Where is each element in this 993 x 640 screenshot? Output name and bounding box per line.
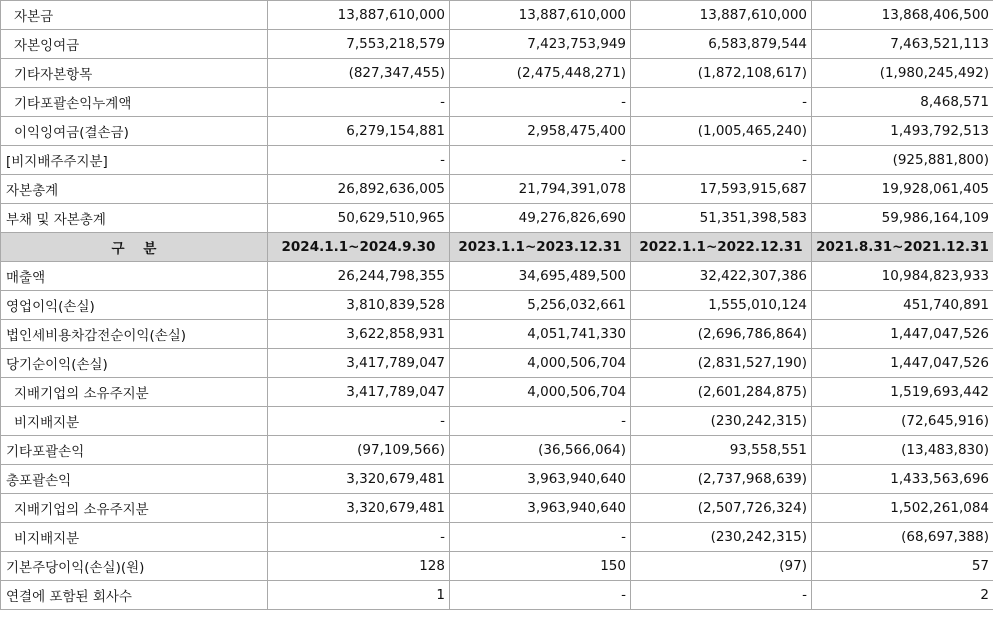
table-cell-value: 19,928,061,405 — [812, 175, 993, 204]
table-cell-value: 6,279,154,881 — [268, 117, 450, 146]
table-cell-value: (72,645,916) — [812, 407, 993, 436]
table-cell-value: (1,980,245,492) — [812, 59, 993, 88]
column-header-category: 구 분 — [1, 233, 268, 262]
row-label: 비지배지분 — [1, 407, 268, 436]
table-cell-value: 51,351,398,583 — [631, 204, 812, 233]
table-cell-value: 6,583,879,544 — [631, 30, 812, 59]
table-row — [1, 30, 993, 59]
table-row — [1, 320, 993, 349]
table-row — [1, 204, 993, 233]
table-row — [1, 552, 993, 581]
row-label: 총포괄손익 — [1, 465, 268, 494]
row-label: 비지배지분 — [1, 523, 268, 552]
table-cell-value: (2,601,284,875) — [631, 378, 812, 407]
table-cell-value: 32,422,307,386 — [631, 262, 812, 291]
table-cell-value: - — [631, 88, 812, 117]
table-cell-value: 3,320,679,481 — [268, 465, 450, 494]
table-cell-value: (1,872,108,617) — [631, 59, 812, 88]
table-cell-value: 4,000,506,704 — [450, 349, 631, 378]
table-cell-value: 26,244,798,355 — [268, 262, 450, 291]
table-cell-value: - — [268, 146, 450, 175]
table-cell-value: 3,417,789,047 — [268, 349, 450, 378]
table-cell-value: 3,320,679,481 — [268, 494, 450, 523]
table-cell-value: 4,000,506,704 — [450, 378, 631, 407]
row-label: 매출액 — [1, 262, 268, 291]
table-cell-value: 34,695,489,500 — [450, 262, 631, 291]
row-label: 지배기업의 소유주지분 — [1, 378, 268, 407]
table-row — [1, 1, 993, 30]
table-cell-value: (827,347,455) — [268, 59, 450, 88]
table-cell-value: 3,417,789,047 — [268, 378, 450, 407]
table-cell-value: 59,986,164,109 — [812, 204, 993, 233]
table-cell-value: 3,963,940,640 — [450, 494, 631, 523]
table-cell-value: (2,831,527,190) — [631, 349, 812, 378]
table-cell-value: 1 — [268, 581, 450, 610]
table-cell-value: 1,447,047,526 — [812, 320, 993, 349]
row-label: 기타포괄손익누계액 — [1, 88, 268, 117]
table-row — [1, 291, 993, 320]
table-cell-value: 3,622,858,931 — [268, 320, 450, 349]
table-cell-value: 93,558,551 — [631, 436, 812, 465]
row-label: 영업이익(손실) — [1, 291, 268, 320]
table-row — [1, 523, 993, 552]
row-label: [비지배주주지분] — [1, 146, 268, 175]
table-cell-value: - — [450, 88, 631, 117]
financial-summary-body — [1, 1, 993, 610]
table-cell-value: 1,555,010,124 — [631, 291, 812, 320]
table-cell-value: 5,256,032,661 — [450, 291, 631, 320]
column-header-row — [1, 233, 993, 262]
table-row — [1, 117, 993, 146]
table-row — [1, 494, 993, 523]
table-cell-value: (68,697,388) — [812, 523, 993, 552]
table-cell-value: 128 — [268, 552, 450, 581]
column-header-period: 2024.1.1~2024.9.30 — [268, 233, 450, 262]
table-cell-value: 150 — [450, 552, 631, 581]
row-label: 자본총계 — [1, 175, 268, 204]
column-header-period: 2021.8.31~2021.12.31 — [812, 233, 993, 262]
table-cell-value: (2,475,448,271) — [450, 59, 631, 88]
row-label: 자본금 — [1, 1, 268, 30]
row-label: 기타포괄손익 — [1, 436, 268, 465]
table-cell-value: 7,553,218,579 — [268, 30, 450, 59]
table-cell-value: (13,483,830) — [812, 436, 993, 465]
row-label: 자본잉여금 — [1, 30, 268, 59]
table-cell-value: - — [450, 146, 631, 175]
table-cell-value: 3,963,940,640 — [450, 465, 631, 494]
table-cell-value: 2 — [812, 581, 993, 610]
table-cell-value: (230,242,315) — [631, 407, 812, 436]
row-label: 당기순이익(손실) — [1, 349, 268, 378]
table-cell-value: 17,593,915,687 — [631, 175, 812, 204]
table-row — [1, 581, 993, 610]
table-cell-value: - — [631, 146, 812, 175]
table-cell-value: 4,051,741,330 — [450, 320, 631, 349]
table-cell-value: (97,109,566) — [268, 436, 450, 465]
row-label: 부채 및 자본총계 — [1, 204, 268, 233]
table-cell-value: (36,566,064) — [450, 436, 631, 465]
table-row — [1, 407, 993, 436]
table-cell-value: 13,887,610,000 — [631, 1, 812, 30]
table-cell-value: - — [450, 407, 631, 436]
table-row — [1, 378, 993, 407]
row-label: 기타자본항목 — [1, 59, 268, 88]
table-row — [1, 349, 993, 378]
column-header-period: 2022.1.1~2022.12.31 — [631, 233, 812, 262]
table-cell-value: 26,892,636,005 — [268, 175, 450, 204]
table-row — [1, 88, 993, 117]
table-row — [1, 175, 993, 204]
table-cell-value: 3,810,839,528 — [268, 291, 450, 320]
row-label: 기본주당이익(손실)(원) — [1, 552, 268, 581]
table-cell-value: 8,468,571 — [812, 88, 993, 117]
row-label: 법인세비용차감전순이익(손실) — [1, 320, 268, 349]
table-cell-value: 1,447,047,526 — [812, 349, 993, 378]
table-cell-value: - — [268, 523, 450, 552]
table-row — [1, 59, 993, 88]
table-cell-value: (925,881,800) — [812, 146, 993, 175]
row-label: 이익잉여금(결손금) — [1, 117, 268, 146]
table-cell-value: 7,463,521,113 — [812, 30, 993, 59]
table-cell-value: (1,005,465,240) — [631, 117, 812, 146]
table-cell-value: 1,433,563,696 — [812, 465, 993, 494]
table-cell-value: - — [631, 581, 812, 610]
table-cell-value: - — [268, 407, 450, 436]
table-cell-value: 13,868,406,500 — [812, 1, 993, 30]
table-cell-value: 10,984,823,933 — [812, 262, 993, 291]
table-cell-value: 451,740,891 — [812, 291, 993, 320]
table-cell-value: - — [450, 523, 631, 552]
table-cell-value: 49,276,826,690 — [450, 204, 631, 233]
table-cell-value: (2,737,968,639) — [631, 465, 812, 494]
table-cell-value: 13,887,610,000 — [450, 1, 631, 30]
table-row — [1, 465, 993, 494]
table-cell-value: (97) — [631, 552, 812, 581]
table-cell-value: 21,794,391,078 — [450, 175, 631, 204]
table-cell-value: 57 — [812, 552, 993, 581]
table-cell-value: - — [450, 581, 631, 610]
table-cell-value: 50,629,510,965 — [268, 204, 450, 233]
table-cell-value: 1,493,792,513 — [812, 117, 993, 146]
table-cell-value: (230,242,315) — [631, 523, 812, 552]
table-cell-value: 1,519,693,442 — [812, 378, 993, 407]
row-label: 연결에 포함된 회사수 — [1, 581, 268, 610]
table-cell-value: - — [268, 88, 450, 117]
table-cell-value: 7,423,753,949 — [450, 30, 631, 59]
table-cell-value: (2,696,786,864) — [631, 320, 812, 349]
row-label: 지배기업의 소유주지분 — [1, 494, 268, 523]
column-header-period: 2023.1.1~2023.12.31 — [450, 233, 631, 262]
table-cell-value: 2,958,475,400 — [450, 117, 631, 146]
table-cell-value: (2,507,726,324) — [631, 494, 812, 523]
table-row — [1, 146, 993, 175]
table-row — [1, 436, 993, 465]
table-cell-value: 1,502,261,084 — [812, 494, 993, 523]
table-row — [1, 262, 993, 291]
table-cell-value: 13,887,610,000 — [268, 1, 450, 30]
